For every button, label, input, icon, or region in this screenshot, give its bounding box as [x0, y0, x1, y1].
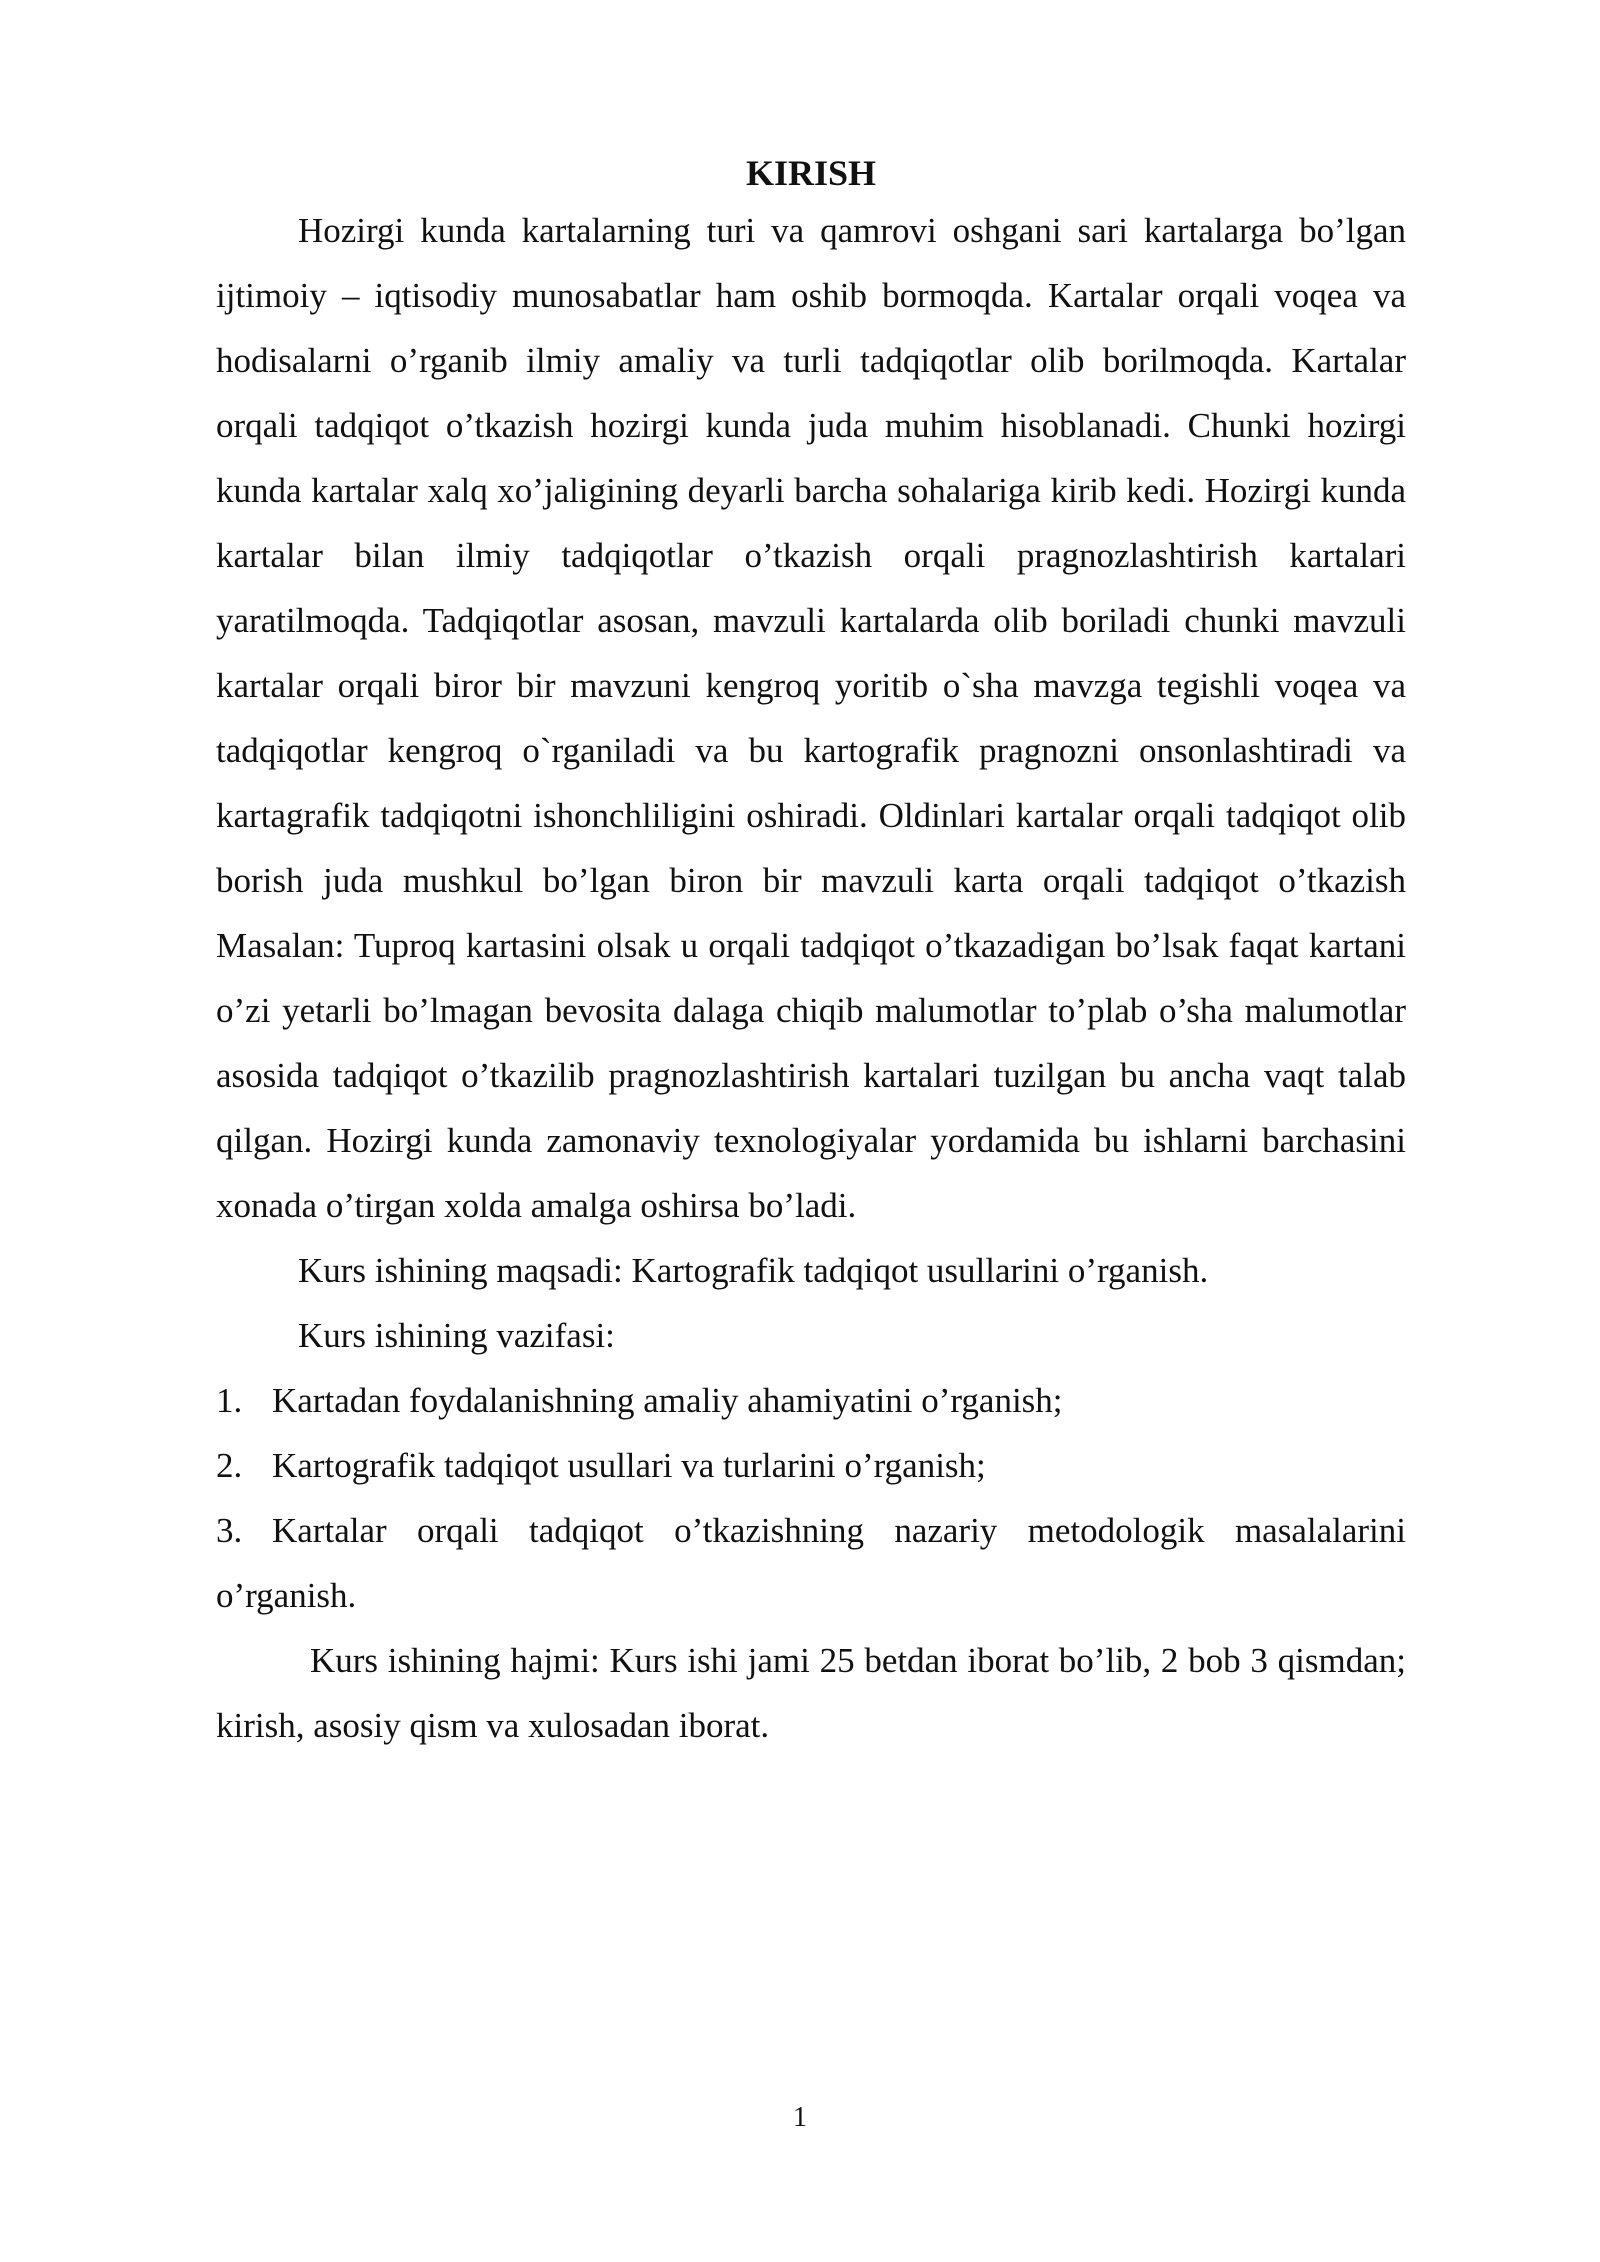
list-item: [216, 1498, 1406, 1628]
page-title: KIRISH: [745, 153, 877, 193]
list-item-text: Kartalar orqali tadqiqot o’tkazishning nazariy metodologik masalalarini o’rganish.: [216, 1511, 1406, 1615]
list-item-number: 1.: [216, 1381, 243, 1420]
list-item: [216, 1368, 1406, 1433]
task-list: [216, 1368, 1406, 1628]
intro-paragraph: Hozirgi kunda kartalarning turi va qamrovi oshgani sari kartalarga bo’lgan ijtimoiy – iqtisodiy munosabatlar ham oshib bormoqda. Kartalar orqali voqea va hodisalarni o’rganib ilmiy amaliy va turli tadqiqotlar olib borilmoqda. Kartalar orqali tadqiqot o’tkazish hozirgi kunda juda muhim hisoblanadi. Chunki hozirgi kunda kartalar xalq xo’jaligining deyarli barcha sohalariga kirib kedi. Hozirgi kunda kartalar bilan ilmiy tadqiqotlar o’tkazish orqali pragnozlashtirish kartalari yaratilmoqda. Tadqiqotlar asosan, mavzuli kartalarda olib boriladi chunki mavzuli kartalar orqali biror bir mavzuni kengroq yoritib o`sha mavzga tegishli voqea va tadqiqotlar kengroq o`rganiladi va bu kartografik pragnozni onsonlashtiradi va kartagrafik tadqiqotni ishonchliligini oshiradi. Oldinlari kartalar orqali tadqiqot olib borish juda mushkul bo’lgan biron bir mavzuli karta orqali tadqiqot o’tkazish Masalan: Tuproq kartasini olsak u orqali tadqiqot o’tkazadigan bo’lsak faqat kartani o’zi yetarli bo’lmagan bevosita dalaga chiqib malumotlar to’plab o’sha malumotlar asosida tadqiqot o’tkazilib pragnozlashtirish kartalari tuzilgan bu ancha vaqt talab qilgan. Hozirgi kunda zamonaviy texnologiyalar yordamida bu ishlarni barchasini xonada o’tirgan xolda amalga oshirsa bo’ladi.: [216, 211, 1406, 1225]
page-content: [216, 148, 1406, 1758]
list-item-text: Kartografik tadqiqot usullari va turlarini o’rganish;: [272, 1446, 986, 1485]
list-item: [216, 1433, 1406, 1498]
page-number: 1: [793, 2102, 807, 2133]
goal-paragraph: Kurs ishining maqsadi: Kartografik tadqiqot usullarini o’rganish.: [298, 1251, 1209, 1290]
list-item-number: 2.: [216, 1446, 243, 1485]
list-item-text: Kartadan foydalanishning amaliy ahamiyatini o’rganish;: [272, 1381, 1063, 1420]
scope-paragraph: Kurs ishining hajmi: Kurs ishi jami 25 betdan iborat bo’lib, 2 bob 3 qismdan; kirish, asosiy qism va xulosadan iborat.: [216, 1641, 1406, 1745]
list-item-number: 3.: [216, 1511, 243, 1550]
tasks-heading: Kurs ishining vazifasi:: [298, 1316, 615, 1355]
